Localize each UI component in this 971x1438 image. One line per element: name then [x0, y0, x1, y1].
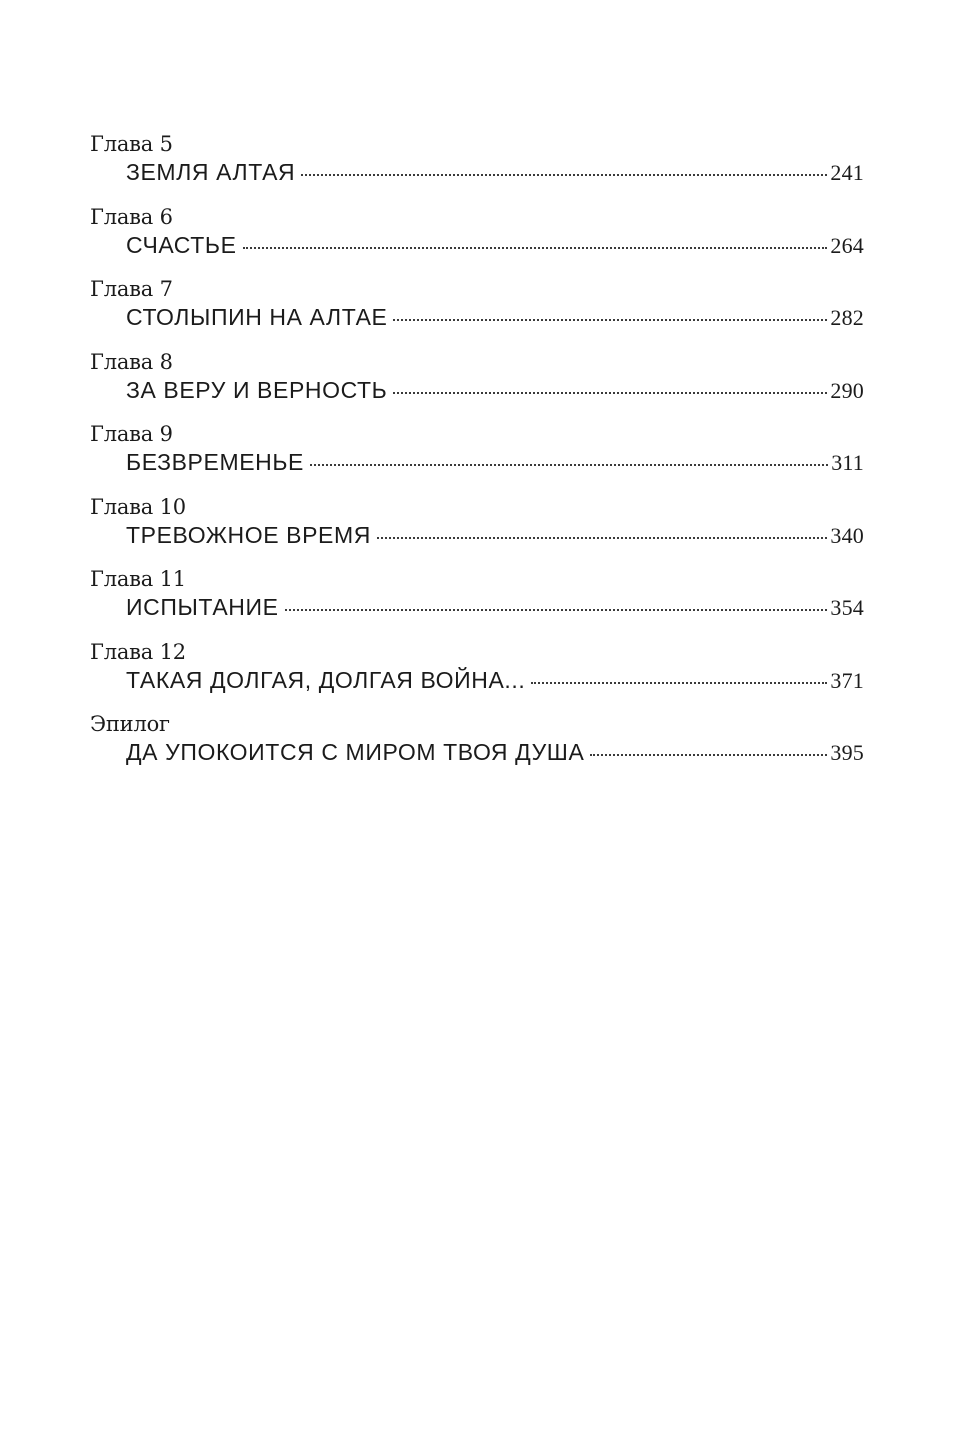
page-number: 395	[830, 740, 864, 765]
chapter-label: Глава 5	[90, 132, 173, 156]
chapter-label: Глава 10	[90, 494, 186, 519]
toc-entry-chapter-11	[90, 559, 864, 632]
chapter-title-line	[126, 158, 864, 187]
chapter-title: ТРЕВОЖНОЕ ВРЕМЯ	[126, 521, 371, 548]
chapter-label: Глава 9	[90, 422, 173, 446]
toc-entry-chapter-12	[90, 632, 864, 705]
chapter-title: ДА УПОКОИТСЯ С МИРОМ ТВОЯ ДУША	[126, 739, 585, 765]
chapter-title-line	[126, 303, 864, 332]
chapter-title-line	[126, 521, 864, 550]
page-number: 311	[831, 450, 864, 475]
page-number: 340	[830, 522, 864, 548]
dot-leader	[301, 174, 827, 176]
chapter-title-line	[126, 666, 864, 695]
chapter-title: БЕЗВРЕМЕНЬЕ	[126, 449, 304, 475]
toc-entry-chapter-7	[90, 269, 864, 342]
toc-entry-chapter-8	[90, 342, 864, 415]
toc-entry-epilogue	[90, 704, 864, 777]
dot-leader	[393, 319, 827, 321]
toc-entry-chapter-6	[90, 197, 864, 270]
chapter-title: СЧАСТЬЕ	[126, 231, 237, 258]
chapter-title: ЗА ВЕРУ И ВЕРНОСТЬ	[126, 376, 388, 403]
chapter-title: СТОЛЫПИН НА АЛТАЕ	[126, 304, 388, 330]
chapter-title: ИСПЫТАНИЕ	[126, 594, 279, 620]
dot-leader	[243, 247, 828, 249]
toc-entry-chapter-10	[90, 487, 864, 560]
chapter-title: ЗЕМЛЯ АЛТАЯ	[126, 159, 296, 185]
page-number: 371	[830, 667, 864, 693]
chapter-title-line	[126, 231, 864, 260]
chapter-label: Глава 12	[90, 639, 186, 664]
page-number: 354	[830, 595, 864, 620]
chapter-title-line	[126, 738, 864, 767]
page-number: 290	[830, 377, 864, 403]
dot-leader	[393, 392, 827, 394]
dot-leader	[377, 537, 827, 539]
page-number: 282	[830, 305, 864, 330]
chapter-title-line	[126, 448, 864, 477]
chapter-label: Глава 11	[90, 567, 186, 591]
chapter-label: Эпилог	[90, 712, 170, 736]
page-number: 241	[830, 160, 864, 185]
table-of-contents	[90, 124, 864, 777]
dot-leader	[310, 464, 828, 466]
chapter-title: ТАКАЯ ДОЛГАЯ, ДОЛГАЯ ВОЙНА...	[126, 666, 526, 693]
toc-entry-chapter-9	[90, 414, 864, 487]
chapter-label: Глава 8	[90, 349, 173, 374]
dot-leader	[531, 682, 827, 684]
toc-entry-chapter-5	[90, 124, 864, 197]
chapter-title-line	[126, 593, 864, 622]
dot-leader	[590, 754, 827, 756]
page-number: 264	[830, 232, 864, 258]
chapter-label: Глава 6	[90, 204, 173, 229]
chapter-label: Глава 7	[90, 277, 173, 301]
dot-leader	[285, 609, 828, 611]
chapter-title-line	[126, 376, 864, 405]
